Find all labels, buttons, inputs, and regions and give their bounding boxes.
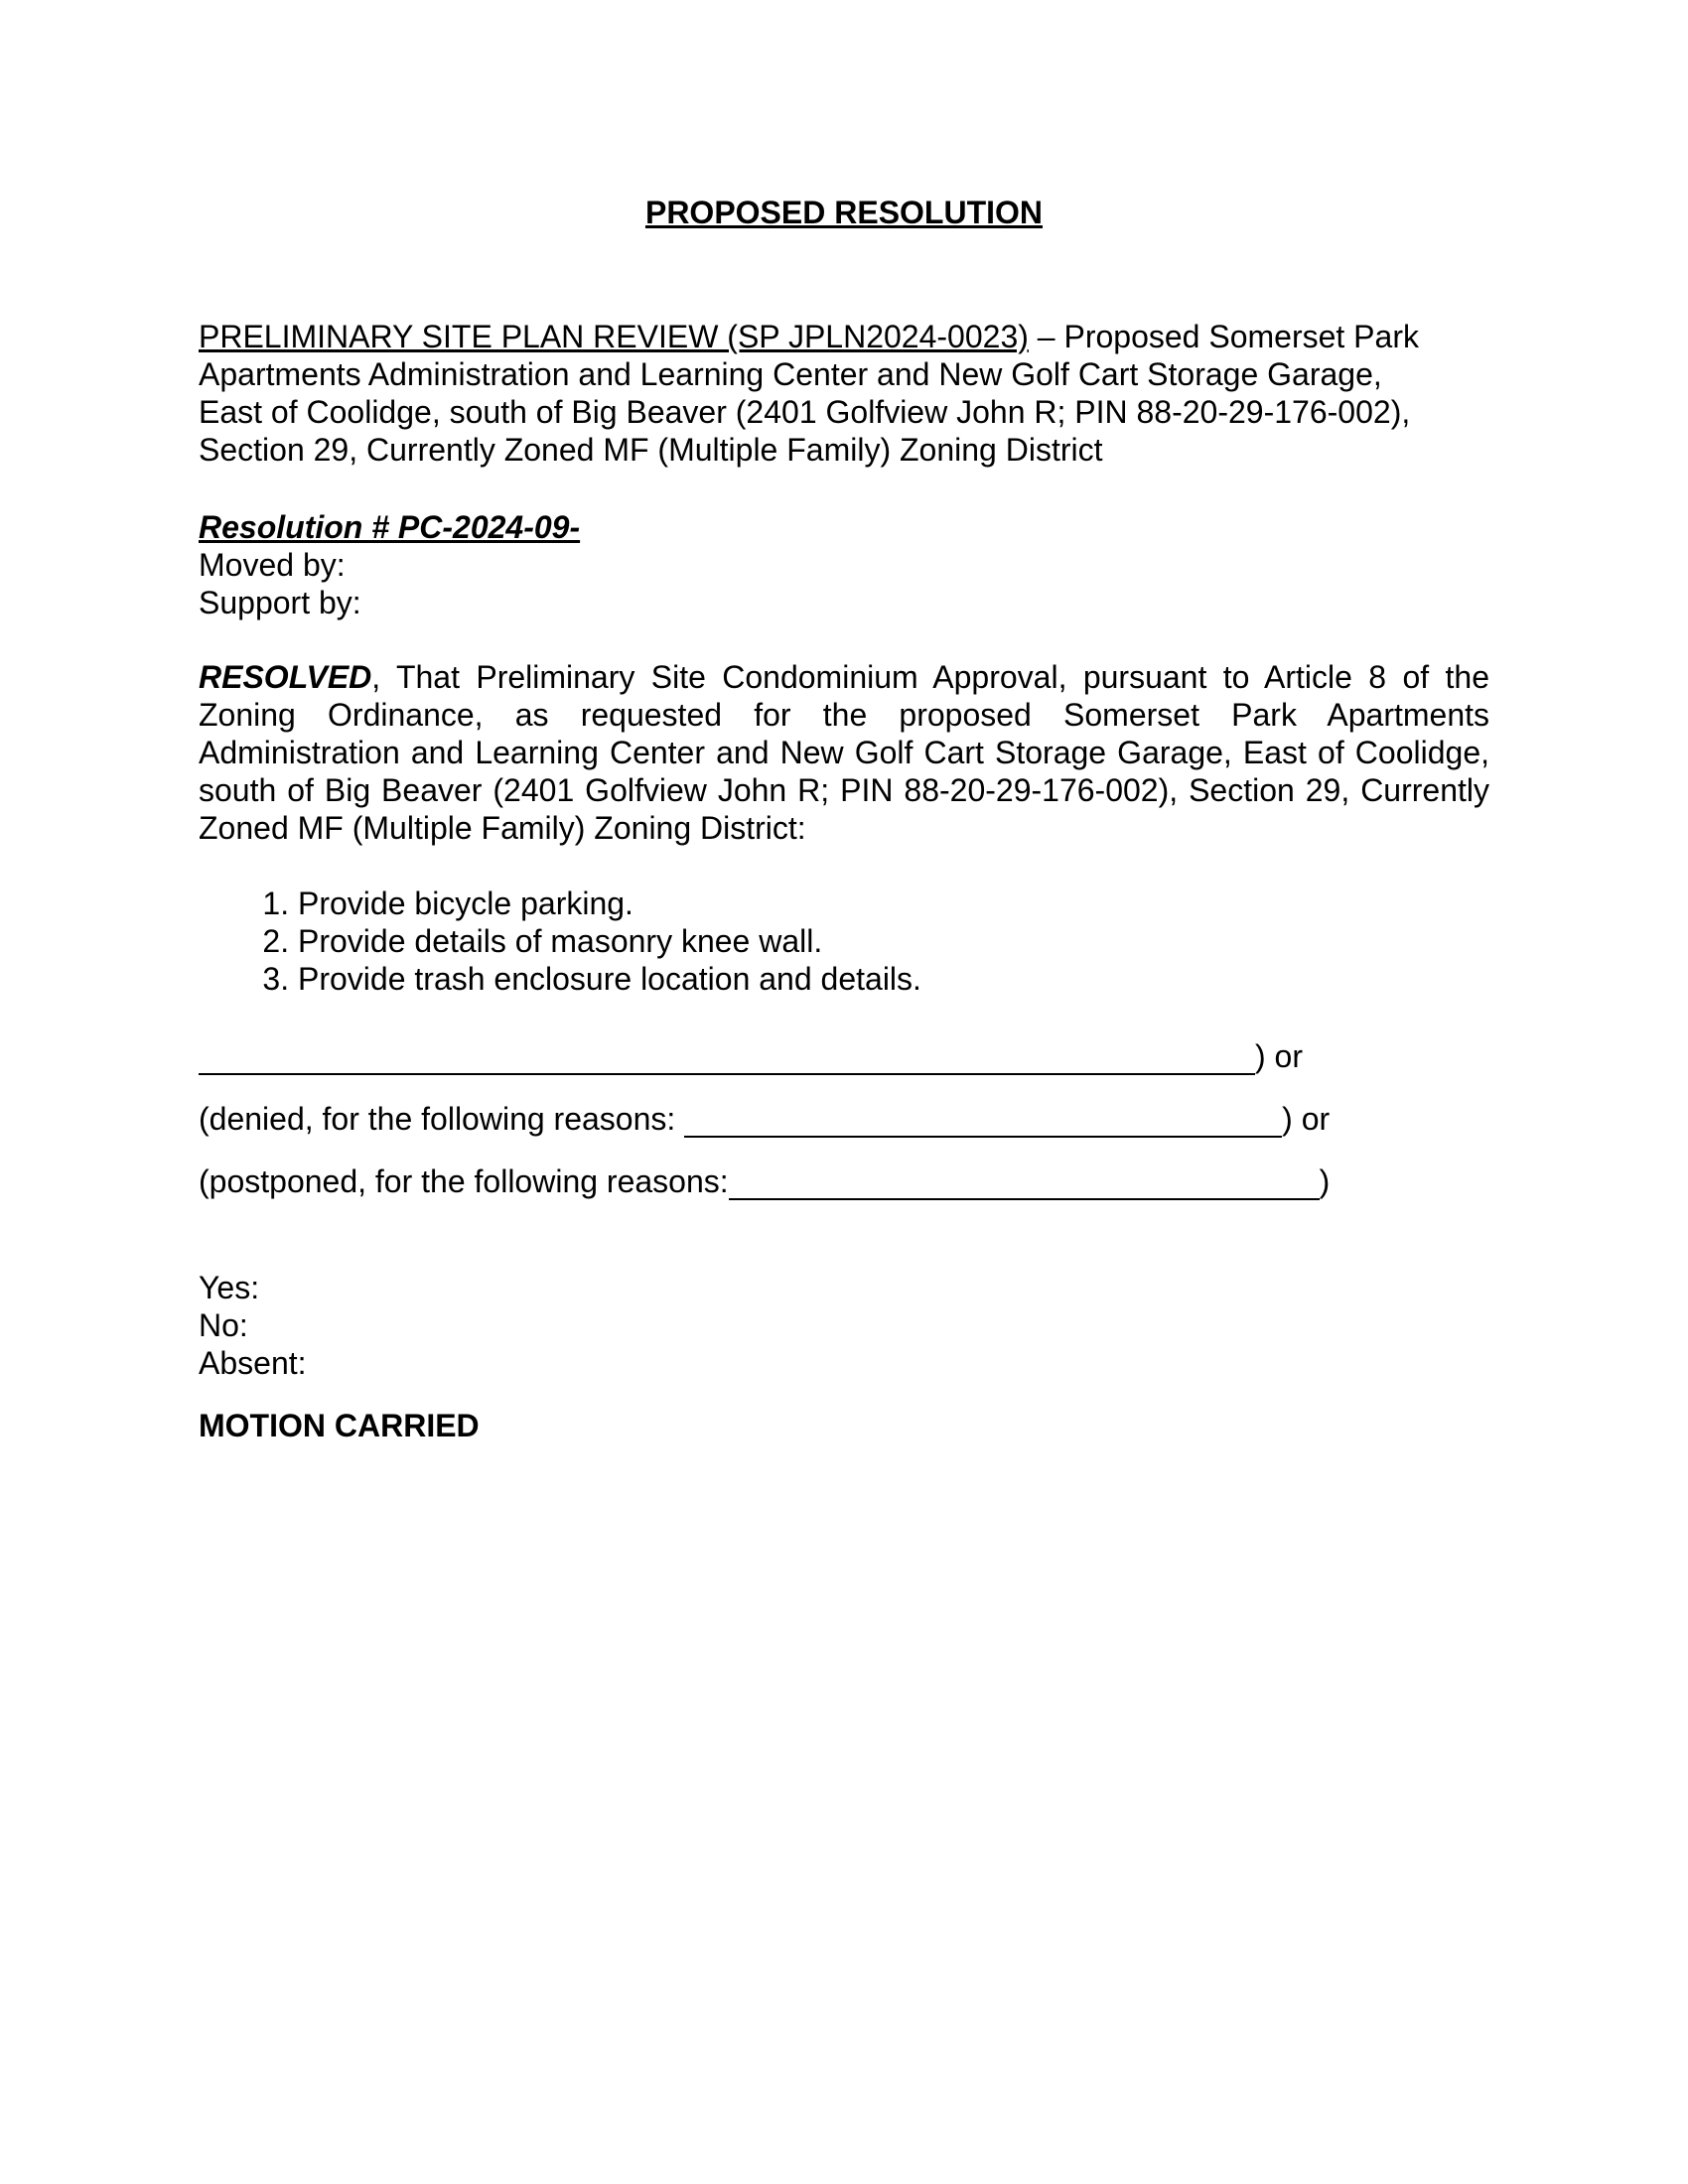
heading-line-1 — [199, 318, 1489, 355]
document-title: PROPOSED RESOLUTION — [644, 195, 1044, 230]
resolved-body: , That Preliminary Site Condominium Approval, pursuant to Article 8 of the Zoning Ordinance, as requested for the proposed Somerset Park Apartments Administration and Learning Center and New Golf Cart Storage Garage, East of Coolidge, south of Big Beaver (2401 Golfview John R; PIN 88-20-29-176-002), Section 29, Currently Zoned MF (Multiple Family) Zoning District: — [199, 659, 1489, 846]
heading-line-1-rest: – Proposed Somerset Park — [1028, 319, 1419, 354]
conditions-list — [199, 885, 1489, 998]
condition-item: 1. Provide bicycle parking. — [298, 885, 1489, 922]
denied-row — [199, 1100, 1489, 1138]
site-plan-review-reference: PRELIMINARY SITE PLAN REVIEW (SP JPLN2024-0023) — [199, 319, 1029, 354]
approved-blank-line — [199, 1043, 1255, 1075]
site-plan-heading — [199, 318, 1489, 469]
resolved-paragraph — [199, 658, 1489, 847]
heading-line-3: East of Coolidge, south of Big Beaver (2401 Golfview John R; PIN 88-20-29-176-002), — [199, 394, 1411, 430]
vote-no-label: No: — [199, 1307, 248, 1343]
heading-line-2: Apartments Administration and Learning Center and New Golf Cart Storage Garage, — [199, 356, 1382, 392]
approved-row — [199, 1037, 1489, 1075]
condition-item: 3. Provide trash enclosure location and details. — [298, 960, 1489, 998]
support-by-label: Support by: — [199, 585, 361, 620]
vote-tally — [199, 1269, 1489, 1382]
denied-suffix: ) or — [1282, 1101, 1331, 1137]
vote-absent-label: Absent: — [199, 1345, 307, 1381]
postponed-blank-line — [729, 1168, 1320, 1200]
vote-yes-label: Yes: — [199, 1270, 260, 1305]
postponed-row — [199, 1162, 1489, 1200]
denied-blank-line — [684, 1106, 1282, 1138]
approved-suffix: ) or — [1255, 1038, 1303, 1074]
heading-line-4: Section 29, Currently Zoned MF (Multiple Family) Zoning District — [199, 432, 1103, 468]
motion-result: MOTION CARRIED — [199, 1408, 480, 1443]
postponed-label: (postponed, for the following reasons: — [199, 1163, 729, 1199]
resolution-number: Resolution # PC-2024-09- — [199, 509, 581, 545]
resolved-keyword: RESOLVED — [199, 659, 372, 695]
moved-by-label: Moved by: — [199, 547, 346, 583]
resolution-meta — [199, 508, 1489, 621]
denied-label: (denied, for the following reasons: — [199, 1101, 685, 1137]
condition-item: 2. Provide details of masonry knee wall. — [298, 922, 1489, 960]
resolution-document — [199, 194, 1489, 1444]
postponed-suffix: ) — [1319, 1163, 1331, 1199]
